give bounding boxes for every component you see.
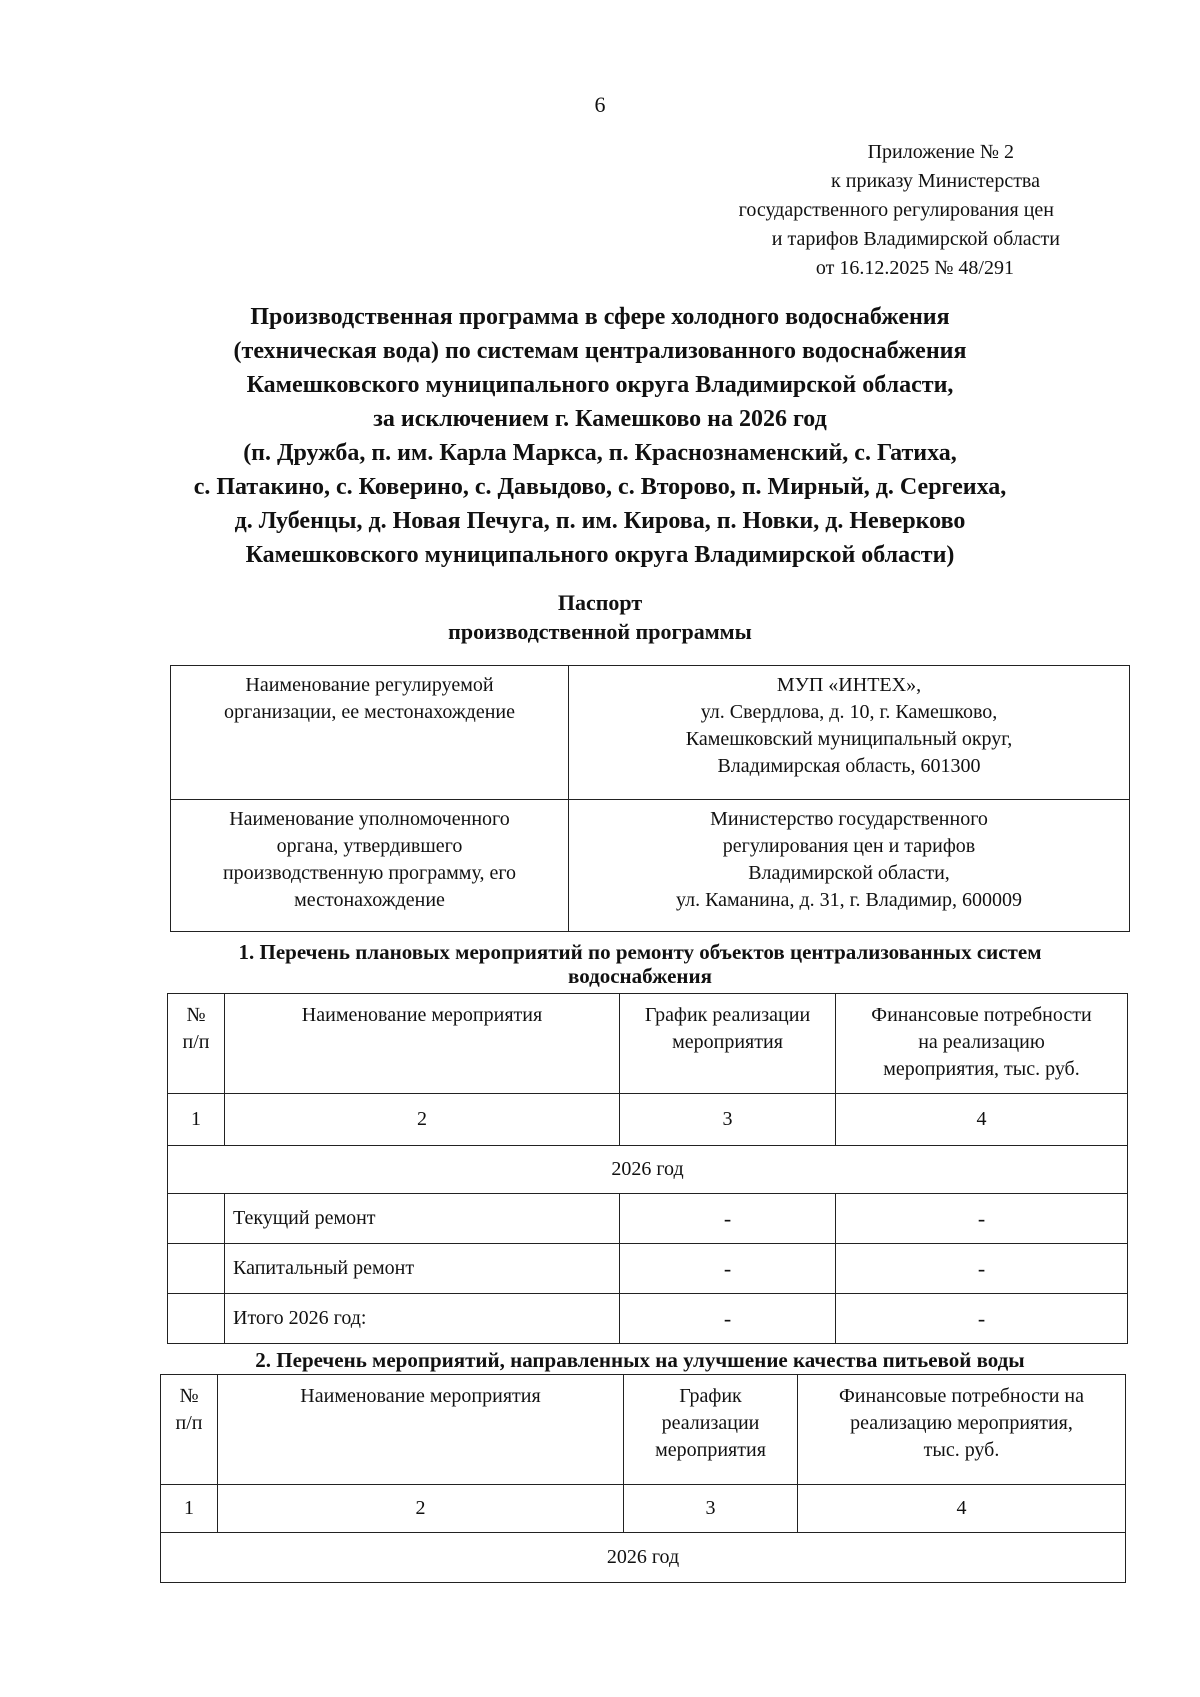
title-line: (техническая вода) по системам централизованного водоснабжения bbox=[233, 338, 967, 364]
passport-heading-line: производственной программы bbox=[448, 619, 752, 644]
header-schedule bbox=[620, 994, 836, 1094]
section2-table bbox=[160, 1374, 1126, 1583]
passport-value-cell bbox=[569, 800, 1130, 932]
table-row bbox=[161, 1485, 1126, 1533]
cell-line: реализацию мероприятия, bbox=[850, 1412, 1073, 1434]
passport-label-cell bbox=[171, 800, 569, 932]
cell-line: мероприятия bbox=[672, 1031, 783, 1053]
cell-line: Министерство государственного bbox=[710, 808, 988, 830]
section-title-line: водоснабжения bbox=[568, 964, 712, 988]
cell-line: местонахождение bbox=[294, 889, 445, 911]
table-row bbox=[171, 666, 1130, 800]
cell-line: График bbox=[679, 1385, 742, 1407]
appendix-line: от 16.12.2025 № 48/291 bbox=[815, 257, 1014, 279]
title-line: Камешковского муниципального округа Владимирской области, bbox=[246, 372, 954, 398]
row-num-cell bbox=[168, 1194, 225, 1244]
cell-line: производственную программу, его bbox=[222, 862, 517, 884]
row-schedule-cell: - bbox=[620, 1194, 836, 1244]
appendix-line: и тарифов Владимирской области bbox=[771, 228, 1060, 250]
section1-table bbox=[167, 993, 1128, 1344]
section2-title: 2. Перечень мероприятий, направленных на улучшение качества питьевой воды bbox=[255, 1348, 1025, 1372]
col-number: 2 bbox=[225, 1094, 620, 1146]
table-header-row bbox=[161, 1375, 1126, 1485]
title-line: д. Лубенцы, д. Новая Печуга, п. им. Кирова, п. Новки, д. Неверково bbox=[234, 508, 966, 534]
section1-title bbox=[160, 940, 1120, 988]
cell-line: ул. Свердлова, д. 10, г. Камешково, bbox=[700, 701, 998, 723]
table-row bbox=[171, 800, 1130, 932]
col-number: 1 bbox=[161, 1485, 218, 1533]
cell-line: органа, утвердившего bbox=[276, 835, 463, 857]
passport-label-cell bbox=[171, 666, 569, 800]
title-line: Камешковского муниципального округа Владимирской области) bbox=[245, 542, 955, 568]
table-row bbox=[168, 1194, 1128, 1244]
cell-line: Владимирской области, bbox=[748, 862, 950, 884]
row-name-cell: Итого 2026 год: bbox=[225, 1294, 620, 1344]
passport-heading-line: Паспорт bbox=[557, 590, 643, 615]
cell-line: Владимирская область, 601300 bbox=[717, 755, 981, 777]
col-number: 4 bbox=[798, 1485, 1126, 1533]
header-name: Наименование мероприятия bbox=[218, 1375, 624, 1485]
cell-line: п/п bbox=[182, 1031, 210, 1053]
cell-line: организации, ее местонахождение bbox=[224, 701, 515, 723]
cell-line: на реализацию bbox=[918, 1031, 1045, 1053]
col-number: 4 bbox=[836, 1094, 1128, 1146]
cell-line: регулирования цен и тарифов bbox=[722, 835, 976, 857]
cell-line: п/п bbox=[175, 1412, 203, 1434]
cell-line: Наименование уполномоченного bbox=[229, 808, 510, 830]
row-finance-cell: - bbox=[836, 1294, 1128, 1344]
header-name: Наименование мероприятия bbox=[225, 994, 620, 1094]
cell-line: Камешковский муниципальный округ, bbox=[685, 728, 1013, 750]
header-finance bbox=[836, 994, 1128, 1094]
col-number: 3 bbox=[620, 1094, 836, 1146]
header-finance bbox=[798, 1375, 1126, 1485]
row-finance-cell: - bbox=[836, 1244, 1128, 1294]
passport-heading bbox=[0, 588, 1200, 646]
section-title-line: 1. Перечень плановых мероприятий по ремонту объектов централизованных систем bbox=[238, 940, 1042, 964]
header-num bbox=[168, 994, 225, 1094]
page-number: 6 bbox=[594, 92, 606, 117]
cell-line: Финансовые потребности на bbox=[839, 1385, 1084, 1407]
table-row bbox=[168, 1146, 1128, 1194]
table-row bbox=[161, 1533, 1126, 1583]
cell-line: тыс. руб. bbox=[923, 1439, 1000, 1461]
row-finance-cell: - bbox=[836, 1194, 1128, 1244]
year-cell: 2026 год bbox=[168, 1146, 1128, 1194]
row-name-cell: Текущий ремонт bbox=[225, 1194, 620, 1244]
passport-value-cell bbox=[569, 666, 1130, 800]
cell-line: МУП «ИНТЕХ», bbox=[776, 674, 922, 696]
header-num bbox=[161, 1375, 218, 1485]
document-title bbox=[140, 300, 1060, 572]
row-schedule-cell: - bbox=[620, 1294, 836, 1344]
table-row bbox=[168, 1244, 1128, 1294]
title-line: за исключением г. Камешково на 2026 год bbox=[373, 406, 827, 432]
table-row bbox=[168, 1094, 1128, 1146]
cell-line: Наименование регулируемой bbox=[245, 674, 494, 696]
title-line: с. Патакино, с. Коверино, с. Давыдово, с. Второво, п. Мирный, д. Сергеиха, bbox=[193, 474, 1007, 500]
cell-line: мероприятия, тыс. руб. bbox=[883, 1058, 1080, 1080]
header-schedule bbox=[624, 1375, 798, 1485]
cell-line: № bbox=[179, 1385, 199, 1407]
appendix-line: Приложение № 2 bbox=[867, 141, 1014, 163]
appendix-header bbox=[540, 138, 1060, 283]
appendix-line: к приказу Министерства bbox=[831, 170, 1040, 192]
cell-line: ул. Каманина, д. 31, г. Владимир, 600009 bbox=[676, 889, 1022, 911]
cell-line: Финансовые потребности bbox=[871, 1004, 1092, 1026]
passport-table bbox=[170, 665, 1130, 932]
table-header-row bbox=[168, 994, 1128, 1094]
col-number: 2 bbox=[218, 1485, 624, 1533]
cell-line: График реализации bbox=[644, 1004, 811, 1026]
cell-line: мероприятия bbox=[655, 1439, 766, 1461]
row-num-cell bbox=[168, 1244, 225, 1294]
title-line: Производственная программа в сфере холодного водоснабжения bbox=[250, 304, 950, 330]
year-cell: 2026 год bbox=[161, 1533, 1126, 1583]
row-num-cell bbox=[168, 1294, 225, 1344]
cell-line: реализации bbox=[661, 1412, 760, 1434]
col-number: 1 bbox=[168, 1094, 225, 1146]
row-name-cell: Капитальный ремонт bbox=[225, 1244, 620, 1294]
table-row bbox=[168, 1294, 1128, 1344]
appendix-line: государственного регулирования цен bbox=[738, 199, 1054, 221]
row-schedule-cell: - bbox=[620, 1244, 836, 1294]
title-line: (п. Дружба, п. им. Карла Маркса, п. Краснознаменский, с. Гатиха, bbox=[243, 440, 957, 466]
cell-line: № bbox=[186, 1004, 206, 1026]
col-number: 3 bbox=[624, 1485, 798, 1533]
